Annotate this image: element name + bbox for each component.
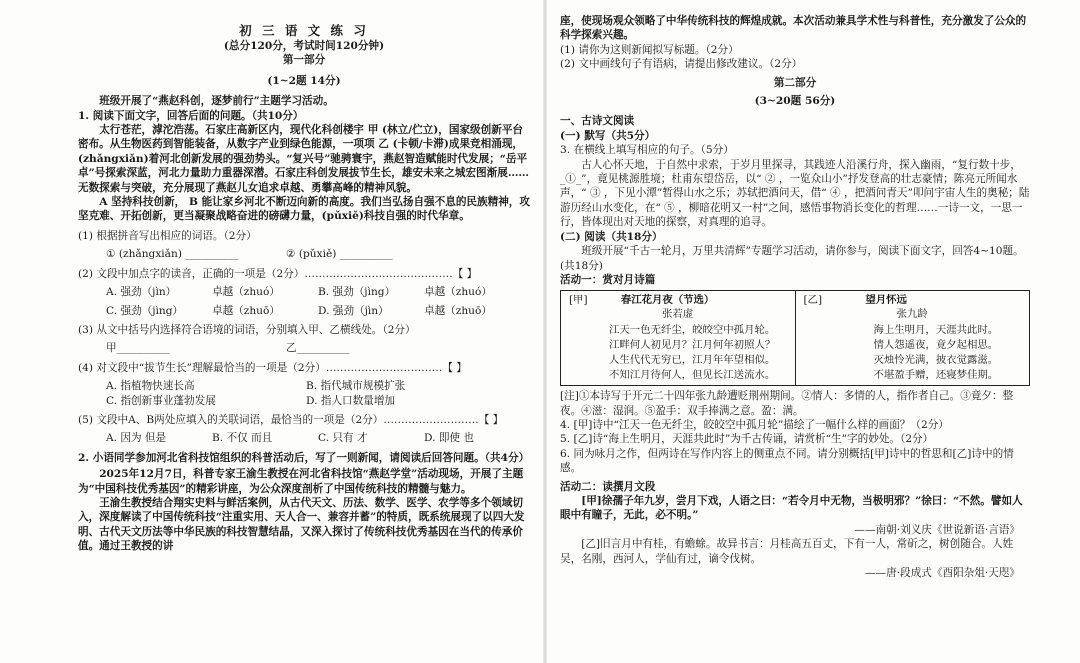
sub-question-4: (4) 对文段中“拔节生长”理解最恰当的一项是（2分）……………………………【 】 xyxy=(78,361,467,374)
q3-blanks xyxy=(106,341,530,355)
right-column xyxy=(560,0,1030,663)
poem-line: 不知江月待何人，但见长江送流水。 xyxy=(609,369,776,382)
poem-line: 海上生明月，天涯共此时。 xyxy=(873,323,999,336)
poem-yi-title: 望月怀远 xyxy=(865,294,907,307)
poem-yi xyxy=(795,291,1030,386)
exam-title: 初 三 语 文 练 习 xyxy=(239,23,369,38)
page-spine xyxy=(543,0,547,663)
question-4: 4. [甲]诗中“江天一色无纤尘，皎皎空中孤月轮”描绘了一幅什么样的画面？（2分） xyxy=(560,418,949,431)
option-c-2: 卓越（zhuō） xyxy=(212,304,280,317)
option-c: C. 只有 才 xyxy=(318,432,368,445)
question-5: 5. [乙]诗“海上生明月，天涯共此时”为千古传诵，请赏析“生”字的妙处。（2分） xyxy=(560,433,934,446)
news-question-2: (2) 文中画线句子有语病，请提出修改建议。（2分） xyxy=(560,58,803,71)
poem-line: 江畔何人初见月？江月何年初照人？ xyxy=(609,338,776,351)
poem-line: 灭烛怜光满，披衣觉露滋。 xyxy=(873,353,999,366)
option-a: A. 强劲（jìn） xyxy=(106,286,177,299)
question-2: 2. 小语同学参加河北省科技馆组织的科普活动后，写了一则新闻，请阅读后回答问题。（共4分） xyxy=(78,451,530,464)
blank-jia[interactable]: 甲__________ xyxy=(106,342,170,355)
option-b-2: 卓越（zhuó） xyxy=(424,286,492,299)
question-3: 3. 在横线上填写相应的句子。（5分） xyxy=(560,144,734,157)
passage-paragraph-1: 太行苍茫，滹沱浩荡。石家庄高新区内，现代化科创楼宇 甲 (林立/伫立)，国家级创新平台密布。从生物医药到智能装备，从数字产业到绿色能源，一项项 乙 (卡顿/卡滞)成果竞相涌现，(zhǎngxiǎn)着河北创新发展的强劲势头。“复兴号”驰骋寰宇，燕赵智造赋能时代发展；“岳平卓”号探索深蓝，河北力量助力重器深潜。石家庄科创发展拔节生长，雄安未来之城宏图渐展……无数探索与突破，充分展现了燕赵儿女追求卓越、勇攀高峰的精神风貌。 xyxy=(78,124,530,194)
poem-line: 不堪盈手赠，还寝梦佳期。 xyxy=(873,369,999,382)
option-c: C. 强劲（jìng） xyxy=(106,304,184,317)
sub-question-3: (3) 从文中括号内选择符合语境的词语，分别填入甲、乙横线处。（2分） xyxy=(78,323,416,336)
option-a-2: 卓越（zhuó） xyxy=(212,286,280,299)
source-yi: ——唐·段成式《酉阳杂俎·天咫》 xyxy=(864,567,1020,580)
poem-jia-tag: [甲] xyxy=(569,294,588,307)
poem-jia-author: 张若虚 xyxy=(662,308,694,321)
q5-options xyxy=(106,431,530,445)
left-column xyxy=(78,0,530,663)
option-d: D. 指人口数量增加 xyxy=(306,394,396,407)
option-b: B. 不仅 而且 xyxy=(212,432,273,445)
news-paragraph-2: 王渝生教授结合翔实史料与鲜活案例，从古代天文、历法、数学、医学、农学等多个领域切入，深度解读了中国传统科技“注重实用、天人合一、兼容并蓄”的特质，既系统展现了以四大发明、古代天文历法等中华民族的科技智慧结晶，又深入探讨了传统科技优秀基因在当代的传承价值。通过王教授的讲 xyxy=(78,496,525,553)
poem-line: 江天一色无纤尘，皎皎空中孤月轮。 xyxy=(609,323,776,336)
sub-question-1: (1) 根据拼音写出相应的词语。（2分） xyxy=(78,229,257,242)
blank-puxie[interactable]: ② (pǔxiě) __________ xyxy=(286,248,393,261)
section-range-2: (3~20题 56分) xyxy=(754,95,836,108)
classical-text-jia: [甲]徐孺子年九岁，尝月下戏，人语之曰：“若令月中无物，当极明邪？”徐曰：“不然。譬如人眼中有瞳子，无此，必不明。” xyxy=(560,495,1023,522)
option-b: B. 强劲（jìng） xyxy=(318,286,396,299)
question-1: 1. 阅读下面文字，回答后面的问题。（共10分） xyxy=(78,109,304,122)
activity-one: 活动一：赏对月诗篇 xyxy=(560,273,656,286)
option-d-2: 卓越（zhuō） xyxy=(424,304,492,317)
option-d: D. 强劲（jìn） xyxy=(318,304,389,317)
news-paragraph-1: 2025年12月7日，科普专家王渝生教授在河北省科技馆“燕赵学堂”活动现场，开展了主题为“中国科技优秀基因”的精彩讲座，为公众深度剖析了中国传统科技的精髓与魅力。 xyxy=(78,468,524,495)
activity-intro: 班级开展了“燕赵科创，逐梦前行”主题学习活动。 xyxy=(99,95,334,108)
dictation-passage: 古人心怀天地，于自然中求索，于岁月里探寻，其践迹人沿溪行舟，探入幽雨，“复行数十步，_①_”，竟见桃源胜境；杜甫东望岱岳，以“ ② ，一览众山小”抒发登高的壮志豪情；陈亮元所闻水声，“ ③ ，下见小潭”暂得山水之乐；苏轼把酒问天，借“ ④ ，把酒问青天”叩问宇宙人生的奥秘；陆游历经山水变化，在“ ⑤ ，柳暗花明又一村”之间，感悟事物消长变化的哲理……一诗一文，一思一行，皆体现出对天地的探察，对真理的追寻。 xyxy=(560,158,1030,229)
sub-question-2: (2) 文段中加点字的读音，正确的一项是（2分）……………………………………【 】 xyxy=(78,267,478,280)
part-two-heading: 第二部分 xyxy=(773,76,817,89)
blank-zhangxian[interactable]: ① (zhǎngxiǎn) __________ xyxy=(106,248,239,261)
poem-table xyxy=(560,290,1030,386)
option-a: A. 指植物快速长高 xyxy=(106,380,195,393)
passage-paragraph-2: A 坚持科技创新， B 能让家乡河北不断迈向新的高度。我们当弘扬自强不息的民族精神，攻坚克难、开拓创新，更当凝聚战略奋进的磅礴力量，(pǔxiě)科技自强的时代华章。 xyxy=(78,196,530,223)
source-jia: ——南朝·刘义庆《世说新语·言语》 xyxy=(854,523,1020,536)
reading-heading: (二) 阅读（共18分） xyxy=(560,230,663,243)
q2-options-row2 xyxy=(106,304,530,318)
option-c: C. 指创新事业蓬勃发展 xyxy=(106,394,216,407)
poem-yi-tag: [乙] xyxy=(803,294,822,307)
option-a: A. 因为 但是 xyxy=(106,432,167,445)
poem-jia-title: 春江花月夜（节选） xyxy=(620,294,715,307)
q4-options xyxy=(106,379,530,408)
poem-notes: [注]①本诗写于开元二十四年张九龄遭贬荆州期间。②情人：多情的人，指作者自己。③竟夕：整夜。④滋：湿润。⑤盈手：双手捧满之意。盈：满。 xyxy=(560,390,1014,417)
sub-question-5: (5) 文段中A、B两处应填入的关联词语，最恰当的一项是（2分）………………………【 】 xyxy=(78,413,504,426)
dictation-heading: (一) 默写（共5分） xyxy=(560,129,656,142)
poem-jia xyxy=(561,291,796,386)
activity-two: 活动二：读撰月文段 xyxy=(560,480,656,493)
poem-line: 人生代代无穷已，江月年年望相似。 xyxy=(609,353,776,366)
part-one-heading: 第一部分 xyxy=(282,54,326,67)
reading-intro: 班级开展“千古一轮月，万里共清辉”专题学习活动，请你参与，阅读下面文字，回答4~10题。 xyxy=(581,245,1024,258)
poem-line: 情人怨遥夜，竟夕起相思。 xyxy=(873,338,999,351)
news-question-1: (1) 请你为这则新闻拟写标题。（2分） xyxy=(560,43,739,56)
news-continued: 座，使现场观众领略了中华传统科技的辉煌成就。本次活动兼具学术性与科普性，充分激发了公众的科学探索兴趣。 xyxy=(560,15,1027,42)
q2-options-row1 xyxy=(106,285,530,299)
pinyin-blanks xyxy=(106,247,530,261)
section-range: (1~2题 14分) xyxy=(267,74,341,87)
classical-heading: 一、古诗文阅读 xyxy=(560,115,635,128)
reading-score: (共18分) xyxy=(560,259,603,272)
exam-subtitle: (总分120分，考试时间120分钟) xyxy=(223,40,385,52)
option-d: D. 即使 也 xyxy=(424,432,474,445)
option-b: B. 指代城市规模扩张 xyxy=(306,380,406,393)
blank-yi[interactable]: 乙__________ xyxy=(286,342,350,355)
classical-text-yi: [乙]旧言月中有桂，有蟾蜍。故异书言：月桂高五百丈，下有一人，常斫之，树创随合。人姓吴，名刚，西河人，学仙有过，谪令伐树。 xyxy=(560,538,1014,565)
question-6: 6. 同为咏月之作，但两诗在写作内容上的侧重点不同。请分别概括[甲]诗中的哲思和[乙]诗中的情感。 xyxy=(560,447,1014,475)
poem-yi-author: 张九龄 xyxy=(896,308,928,321)
